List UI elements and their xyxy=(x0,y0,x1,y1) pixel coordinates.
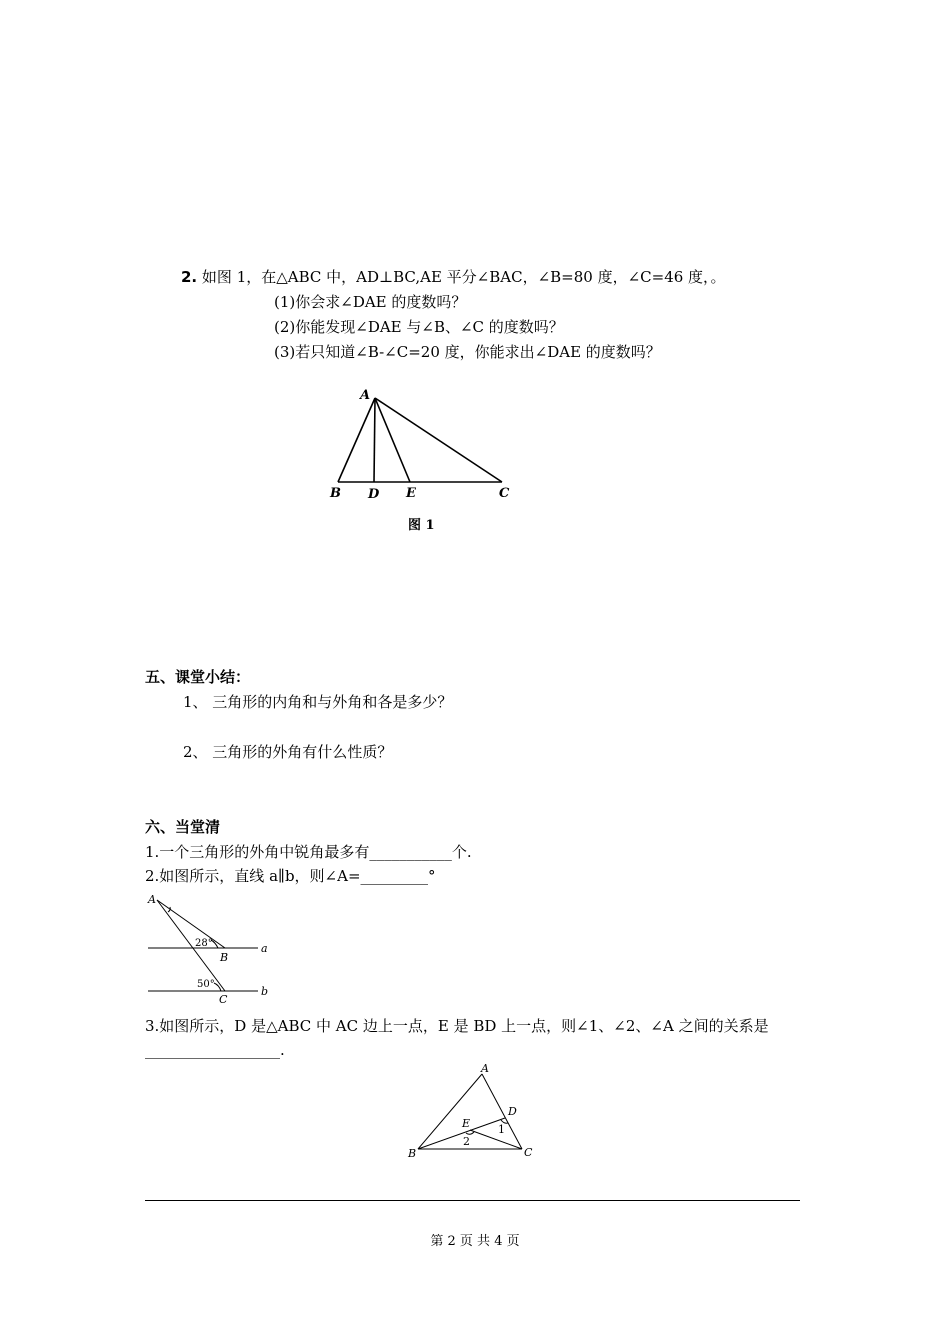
section5-item1: 1、 三角形的内角和与外角和各是多少？ xyxy=(183,693,453,711)
question2-number: 2. xyxy=(181,268,198,286)
question2-sub3: (3)若只知道∠B-∠C=20 度，你能求出∠DAE 的度数吗？ xyxy=(274,343,661,361)
section5-item2: 2、 三角形的外角有什么性质？ xyxy=(183,743,393,761)
question2-stem-line xyxy=(181,267,726,287)
figure1-label-d: D xyxy=(368,487,380,502)
section6-q1: 1.一个三角形的外角中锐角最多有___________个. xyxy=(145,843,472,861)
tri2-label-a: A xyxy=(481,1062,489,1075)
parallel-lines-figure xyxy=(140,890,280,1008)
figure1-label-e: E xyxy=(406,486,416,501)
tri2-label-e: E xyxy=(462,1117,471,1130)
figure1-caption: 图 1 xyxy=(408,518,435,533)
page-footer: 第 2 页 共 4 页 xyxy=(430,1234,520,1249)
figure1-label-b: B xyxy=(330,486,341,501)
figure1-triangle xyxy=(320,380,530,540)
section6-q3-line1: 3.如图所示，D 是△ABC 中 AC 边上一点，E 是 BD 上一点，则∠1、∠2、∠A 之间的关系是 xyxy=(145,1017,769,1035)
triangle-bdce-figure xyxy=(400,1060,550,1165)
parallel-label-b-point: B xyxy=(220,951,229,964)
parallel-angle-50: 50° xyxy=(197,979,215,990)
tri2-label-c: C xyxy=(524,1146,533,1159)
tri2-angle-1: 1 xyxy=(498,1123,505,1136)
tri2-angle-2: 2 xyxy=(463,1135,470,1148)
parallel-label-a-line: a xyxy=(261,942,268,955)
parallel-label-c-point: C xyxy=(219,993,228,1006)
tri2-label-d: D xyxy=(508,1105,517,1118)
section6-q2: 2.如图所示，直线 a∥b，则∠A=_________° xyxy=(145,867,436,885)
question2-stem: 如图 1，在△ABC 中，AD⊥BC,AE 平分∠BAC，∠B=80 度，∠C=46 度，。 xyxy=(201,268,726,286)
section6-q3-line2: __________________. xyxy=(145,1041,285,1059)
parallel-angle-28: 28° xyxy=(195,938,213,949)
question2-sub2: (2)你能发现∠DAE 与∠B、∠C 的度数吗？ xyxy=(274,318,564,336)
figure1-label-a: A xyxy=(360,388,371,403)
footer-rule xyxy=(145,1200,800,1201)
parallel-label-a-point: A xyxy=(148,893,156,906)
figure1-label-c: C xyxy=(499,486,510,501)
tri2-label-b: B xyxy=(408,1147,417,1160)
question2-sub1: (1)你会求∠DAE 的度数吗？ xyxy=(274,293,467,311)
parallel-label-b-line: b xyxy=(261,985,269,998)
section6-title: 六、当堂清 xyxy=(145,818,221,836)
section5-title: 五、课堂小结： xyxy=(145,668,251,686)
